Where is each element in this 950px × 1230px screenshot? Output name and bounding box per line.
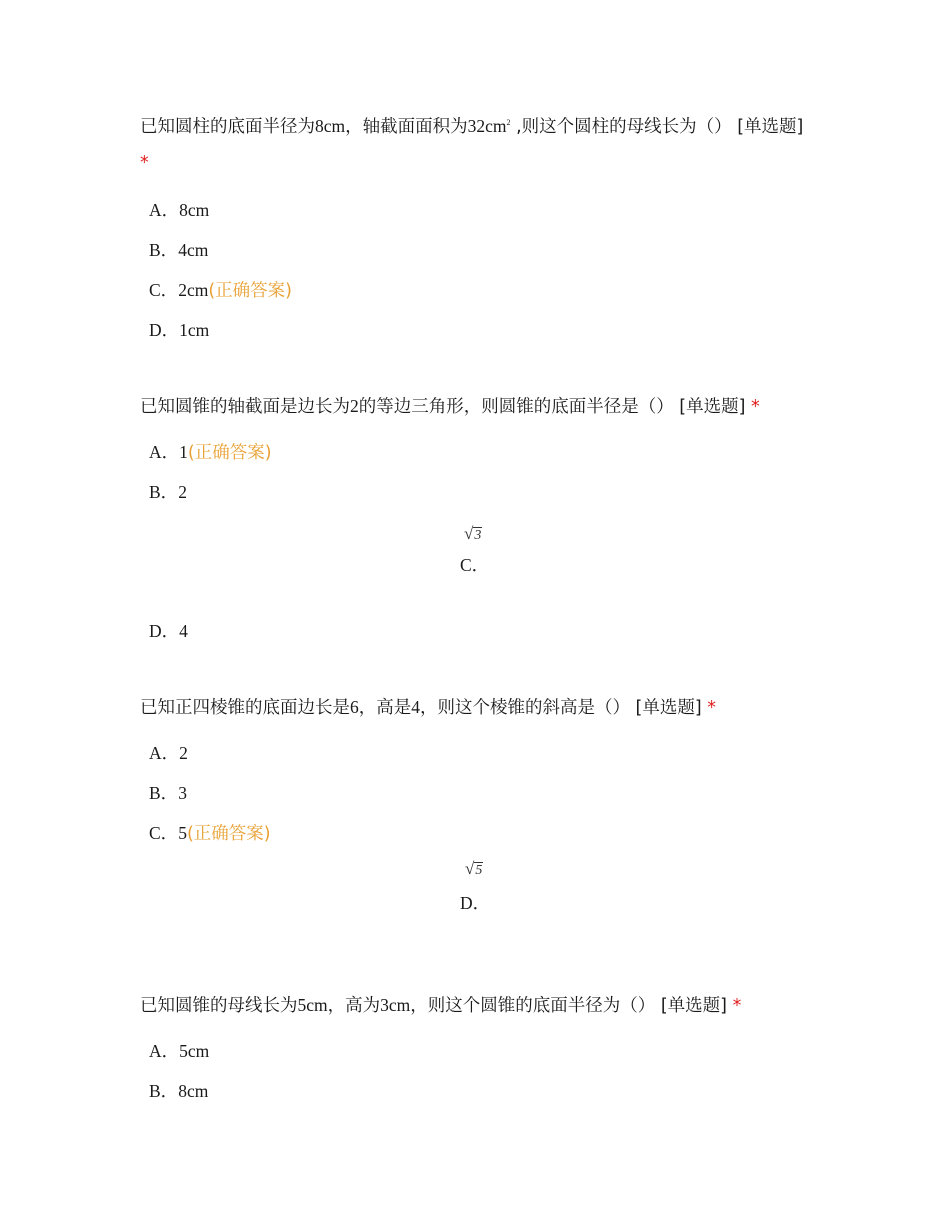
q1-option-a[interactable]: A．8cm	[149, 200, 210, 220]
q3-option-d-sqrt-formula: √5	[465, 859, 483, 878]
q4-option-a[interactable]: A．5cm	[149, 1041, 210, 1061]
correct-answer-mark: (正确答案)	[187, 443, 272, 463]
q3-option-a[interactable]: A．2	[149, 743, 188, 763]
required-mark: *	[751, 397, 760, 417]
q3-option-b[interactable]: B．3	[149, 783, 187, 803]
question-3-text: 已知正四棱锥的底面边长是6，高是4，则这个棱锥的斜高是（） [单选题] *	[140, 697, 717, 718]
q1-option-c[interactable]: C．2cm(正确答案)	[149, 280, 292, 301]
correct-answer-mark: (正确答案)	[186, 824, 271, 844]
question-2-text: 已知圆锥的轴截面是边长为2的等边三角形，则圆锥的底面半径是（） [单选题] *	[140, 396, 760, 417]
q2-option-b[interactable]: B．2	[149, 482, 187, 502]
q2-option-d[interactable]: D．4	[149, 621, 188, 641]
q3-option-d[interactable]: D．	[460, 893, 491, 913]
q2-option-c[interactable]: C．	[460, 555, 490, 575]
question-4-text: 已知圆锥的母线长为5cm，高为3cm，则这个圆锥的底面半径为（） [单选题] *	[140, 995, 742, 1016]
q1-option-b[interactable]: B．4cm	[149, 240, 209, 260]
q2-option-c-sqrt-formula: √3	[464, 524, 482, 543]
required-mark: *	[732, 996, 742, 1016]
q2-option-a[interactable]: A．1(正确答案)	[149, 442, 272, 463]
q1-option-d[interactable]: D．1cm	[149, 320, 210, 340]
q4-option-b[interactable]: B．8cm	[149, 1081, 209, 1101]
question-1-text: 已知圆柱的底面半径为8cm，轴截面面积为$32cm^2$ ,则这个圆柱的母线长为（） [单选题] *	[140, 116, 804, 173]
correct-answer-mark: (正确答案)	[208, 281, 292, 301]
q3-option-c[interactable]: C．5(正确答案)	[149, 823, 271, 844]
required-mark: *	[707, 698, 717, 718]
required-mark: *	[140, 153, 149, 173]
